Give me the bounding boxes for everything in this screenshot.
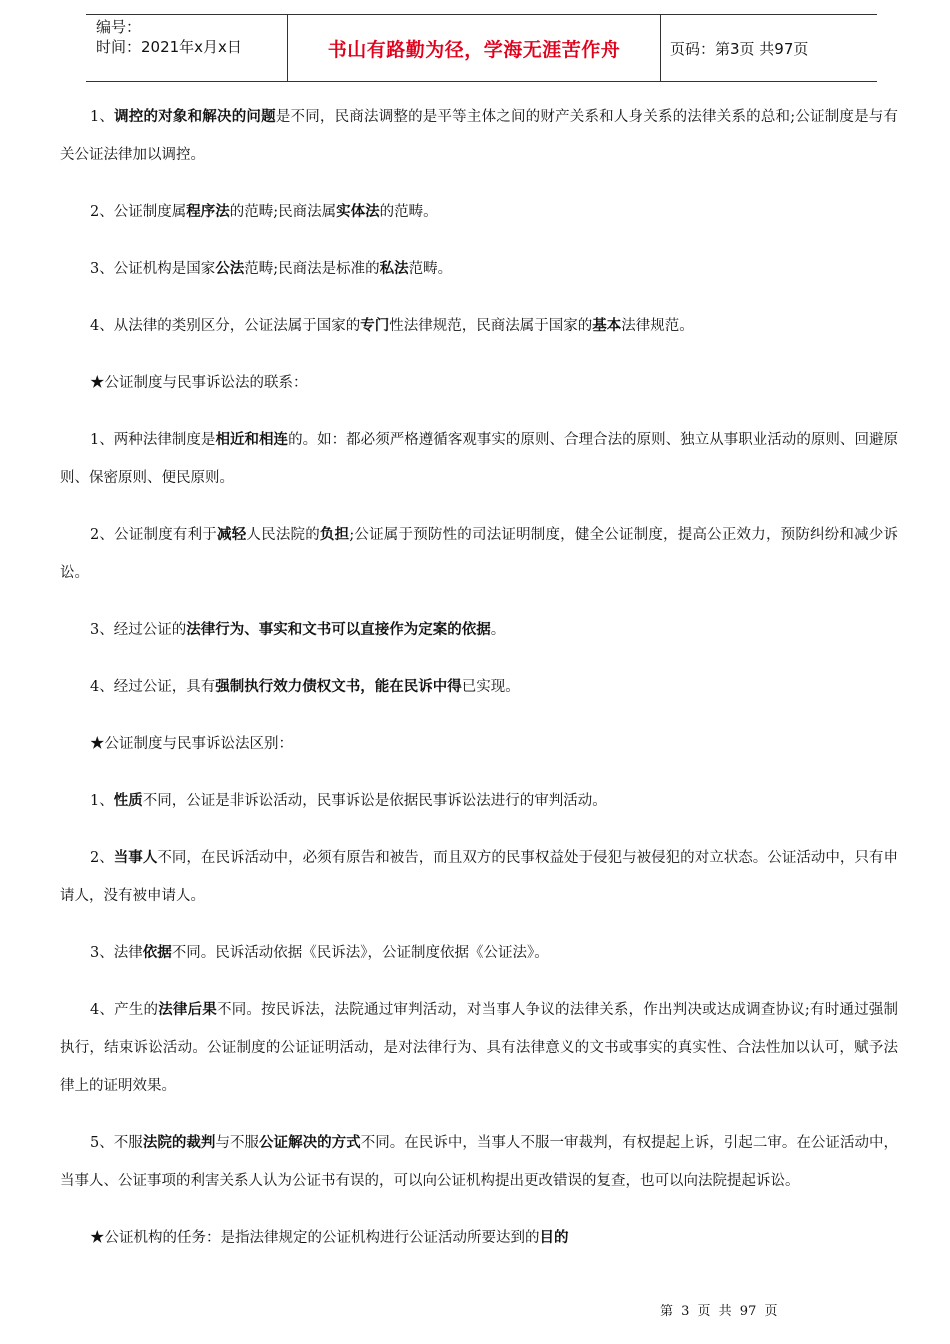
document-time-label: 时间：2021年x月x日 — [96, 38, 242, 56]
body-paragraph — [60, 991, 898, 1105]
paragraph-text: 已实现。 — [461, 679, 520, 695]
paragraph-text: 2、公证制度属 — [90, 204, 187, 220]
body-paragraph — [60, 668, 898, 706]
emphasis-text: 公证解决的方式 — [259, 1134, 361, 1151]
paragraph-text: 与不服 — [215, 1135, 260, 1151]
body-paragraph — [60, 421, 898, 497]
emphasis-text: 性质 — [113, 792, 143, 809]
emphasis-text: 实体法 — [336, 203, 380, 220]
paragraph-text: ★公证制度与民事诉讼法的联系： — [90, 375, 308, 391]
emphasis-text: 私法 — [379, 260, 409, 277]
body-paragraph — [60, 98, 898, 174]
body-paragraph — [60, 193, 898, 231]
emphasis-text: 相近和相连 — [215, 431, 289, 448]
header-meta — [96, 17, 292, 57]
page-header — [86, 14, 877, 82]
emphasis-text: 法律行为、事实和文书可以直接作为定案的依据 — [186, 621, 491, 638]
paragraph-text: 的范畴;民商法属 — [229, 204, 337, 220]
paragraph-text: 范畴;民商法是标准的 — [244, 261, 380, 277]
emphasis-text: 强制执行效力债权文书，能在民诉中得 — [215, 678, 462, 695]
body-paragraph — [60, 725, 898, 763]
paragraph-text: 2、公证制度有利于 — [90, 527, 218, 543]
paragraph-text: ;公证属于预防性的司法证明制度，健全公证制度，提高公正效力，预防纠纷和减少诉讼。 — [60, 527, 899, 581]
paragraph-text: 4、从法律的类别区分，公证法属于国家的 — [90, 318, 361, 334]
paragraph-text: 5、不服 — [90, 1135, 143, 1151]
paragraph-text: 的范畴。 — [379, 204, 438, 220]
paragraph-text: 1、两种法律制度是 — [90, 432, 216, 448]
body-paragraph — [60, 307, 898, 345]
paragraph-text: 3、法律 — [90, 945, 143, 961]
paragraph-text: 不同，在民诉活动中，必须有原告和被告，而且双方的民事权益处于侵犯与被侵犯的对立状态。公证活动中，只有申请人，没有被申请人。 — [60, 850, 899, 904]
emphasis-text: 减轻 — [217, 526, 247, 543]
paragraph-text: 3、经过公证的 — [90, 622, 187, 638]
emphasis-text: 法律后果 — [158, 1001, 218, 1018]
emphasis-text: 公法 — [215, 260, 245, 277]
paragraph-text: 4、产生的 — [90, 1002, 159, 1018]
paragraph-text: 法律规范。 — [621, 318, 694, 334]
body-paragraph — [60, 782, 898, 820]
body-paragraph — [60, 839, 898, 915]
body-paragraph — [60, 934, 898, 972]
paragraph-text: 3、公证机构是国家 — [90, 261, 216, 277]
header-motto: 书山有路勤为径，学海无涯苦作舟 — [287, 15, 661, 82]
paragraph-text: 不同。民诉活动依据《民诉法》，公证制度依据《公证法》。 — [171, 945, 549, 961]
header-page-info: 页码：第3页 共97页 — [670, 40, 809, 58]
emphasis-text: 程序法 — [186, 203, 230, 220]
paragraph-text: ★公证制度与民事诉讼法区别： — [90, 736, 293, 752]
body-paragraph — [60, 1219, 898, 1257]
page-footer-number: 第 3 页 共 97 页 — [660, 1304, 778, 1319]
paragraph-text: 性法律规范，民商法属于国家的 — [389, 318, 593, 334]
emphasis-text: 调控的对象和解决的问题 — [114, 108, 276, 125]
emphasis-text: 法院的裁判 — [142, 1134, 216, 1151]
paragraph-text: 。 — [490, 622, 506, 638]
paragraph-text: 人民法院的 — [246, 527, 320, 543]
paragraph-text: 不同。在民诉中，当事人不服一审裁判，有权提起上诉，引起二审。在公证活动中，当事人、公证事项的利害关系人认为公证书有误的，可以向公证机构提出更改错误的复查，也可以向法院提起诉讼。 — [60, 1135, 899, 1189]
paragraph-text: 1、 — [90, 109, 115, 125]
body-paragraph — [60, 364, 898, 402]
body-paragraph — [60, 1124, 898, 1200]
paragraph-text: ★公证机构的任务：是指法律规定的公证机构进行公证活动所要达到的 — [90, 1230, 540, 1246]
paragraph-text: 2、 — [90, 850, 114, 866]
body-paragraph — [60, 250, 898, 288]
document-number-label: 编号： — [96, 18, 142, 36]
emphasis-text: 当事人 — [113, 849, 158, 866]
document-body — [60, 98, 898, 1276]
paragraph-text: 的。如：都必须严格遵循客观事实的原则、合理合法的原则、独立从事职业活动的原则、回避原则、保密原则、便民原则。 — [60, 432, 899, 486]
emphasis-text: 专门 — [360, 317, 390, 334]
paragraph-text: 是不同，民商法调整的是平等主体之间的财产关系和人身关系的法律关系的总和;公证制度是与有关公证法律加以调控。 — [60, 109, 898, 163]
paragraph-text: 不同。按民诉法，法院通过审判活动，对当事人争议的法律关系，作出判决或达成调查协议;有时通过强制执行，结束诉讼活动。公证制度的公证证明活动，是对法律行为、具有法律意义的文书或事实的真实性、合法性加以认可，赋予法律上的证明效果。 — [60, 1002, 898, 1094]
body-paragraph — [60, 611, 898, 649]
body-paragraph — [60, 516, 898, 592]
emphasis-text: 基本 — [592, 317, 622, 334]
paragraph-text: 1、 — [90, 793, 114, 809]
emphasis-text: 依据 — [142, 944, 172, 961]
paragraph-text: 范畴。 — [408, 261, 453, 277]
paragraph-text: 4、经过公证，具有 — [90, 679, 216, 695]
emphasis-text: 目的 — [539, 1229, 569, 1246]
paragraph-text: 不同，公证是非诉讼活动，民事诉讼是依据民事诉讼法进行的审判活动。 — [142, 793, 607, 809]
emphasis-text: 负担 — [319, 526, 350, 543]
